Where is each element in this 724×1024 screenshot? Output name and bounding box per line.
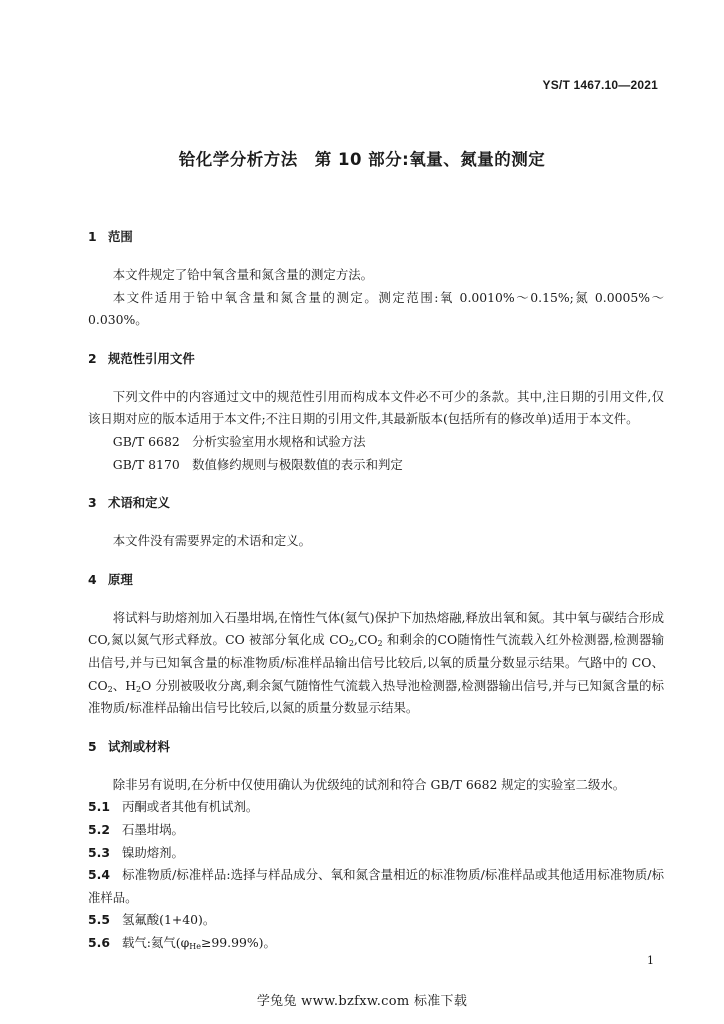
reagent-item xyxy=(88,819,664,842)
section-principle xyxy=(88,569,664,720)
section-number: 2 xyxy=(88,350,97,366)
text-run: 和剩余的CO随惰性气流载入红外检测器,检测器输出信号,并与已知氧含量的标准物质/标准样品输出信号比较后,以氧的质量分数显示结果。气路中的 CO、 xyxy=(88,632,664,670)
item-number: 5.2 xyxy=(88,821,110,837)
section-heading xyxy=(88,569,664,591)
section-title: 术语和定义 xyxy=(108,495,170,511)
footer-watermark: 学兔兔 www.bzfxw.com 标准下载 xyxy=(256,994,468,1009)
subscript: He xyxy=(189,941,201,951)
phi-symbol: φ xyxy=(180,934,190,950)
reagent-item xyxy=(88,842,664,865)
text-run: 将试料与助熔剂加入石墨坩埚,在惰性气体(氦气)保护下加热熔融,释放出氧和氮。其中氧与碳结合形成CO,氮以氮气形式释放。CO 被部分氧化成 xyxy=(88,609,664,648)
section-heading xyxy=(88,736,664,758)
reagent-item xyxy=(88,796,664,819)
paragraph: 本文件没有需要界定的术语和定义。 xyxy=(112,533,312,549)
section-heading xyxy=(88,492,664,514)
item-text: 镍助熔剂。 xyxy=(122,844,184,860)
reagent-item xyxy=(88,909,664,932)
item-text: 载气:氦气( xyxy=(122,934,181,950)
reagent-item xyxy=(88,864,664,909)
item-number: 5.5 xyxy=(88,912,110,928)
section-number: 3 xyxy=(88,495,97,511)
section-title: 试剂或材料 xyxy=(108,738,170,754)
item-text: 石墨坩埚。 xyxy=(122,821,184,837)
paragraph: 本文件适用于铪中氧含量和氮含量的测定。测定范围:氧 0.0010%～0.15%;氮 0.0005%～0.030%。 xyxy=(88,289,664,328)
page-number: 1 xyxy=(647,954,654,967)
subscript: 2 xyxy=(136,684,142,694)
document-body xyxy=(88,226,664,970)
reagent-item xyxy=(88,932,664,955)
subscript: 2 xyxy=(348,639,354,649)
formula-co2 xyxy=(358,632,383,647)
formula-co2 xyxy=(329,632,354,647)
item-number: 5.6 xyxy=(88,934,110,950)
item-text: 氢氟酸(1+40)。 xyxy=(122,912,216,928)
section-number: 4 xyxy=(88,571,97,587)
paragraph: 除非另有说明,在分析中仅使用确认为优级纯的试剂和符合 GB/T 6682 规定的实验室二级水。 xyxy=(112,776,626,792)
paragraph xyxy=(88,607,664,720)
document-title: 铪化学分析方法 第 10 部分:氧量、氮量的测定 xyxy=(178,150,546,169)
section-normative-references xyxy=(88,348,664,476)
reference-item: GB/T 8170 数值修约规则与极限数值的表示和判定 xyxy=(112,456,403,472)
item-number: 5.1 xyxy=(88,799,110,815)
section-scope xyxy=(88,226,664,332)
section-number: 5 xyxy=(88,738,97,754)
text-run: CO xyxy=(357,632,378,648)
text-run: CO xyxy=(329,632,349,648)
section-heading xyxy=(88,226,664,248)
subscript: 2 xyxy=(377,639,383,649)
paragraph: 本文件规定了铪中氧含量和氮含量的测定方法。 xyxy=(112,267,373,282)
item-text: ≥99.99%)。 xyxy=(200,934,276,950)
item-text: 标准物质/标准样品:选择与样品成分、氧和氮含量相近的标准物质/标准样品或其他适用标准物质/标准样品。 xyxy=(88,867,664,905)
text-run: 分别被吸收分离,剩余氮气随惰性气流载入热导池检测器,检测器输出信号,并与已知氮含量的标准物质/标准样品输出信号比较后,以氮的质量分数显示结果。 xyxy=(88,677,664,716)
item-number: 5.4 xyxy=(88,867,110,883)
formula-co2 xyxy=(88,678,113,693)
section-title: 规范性引用文件 xyxy=(108,350,195,366)
item-text: 丙酮或者其他有机试剂。 xyxy=(122,799,259,815)
text-run: CO xyxy=(88,677,108,693)
text-run: , xyxy=(353,632,358,648)
subscript: 2 xyxy=(107,684,113,694)
formula-h2o xyxy=(125,678,151,693)
section-number: 1 xyxy=(88,229,97,244)
section-title: 范围 xyxy=(108,229,133,244)
standard-code: YS/T 1467.10—2021 xyxy=(542,78,658,92)
section-heading xyxy=(88,348,664,370)
section-title: 原理 xyxy=(108,571,133,587)
section-terms xyxy=(88,492,664,553)
section-reagents xyxy=(88,736,664,955)
reference-item: GB/T 6682 分析实验室用水规格和试验方法 xyxy=(112,433,366,449)
text-run: H xyxy=(125,677,136,693)
item-number: 5.3 xyxy=(88,844,110,860)
paragraph: 下列文件中的内容通过文中的规范性引用而构成本文件必不可少的条款。其中,注日期的引用文件,仅该日期对应的版本适用于本文件;不注日期的引用文件,其最新版本(包括所有的修改单)适用于本文件。 xyxy=(88,388,664,427)
text-run: 、 xyxy=(112,677,126,693)
text-run: O xyxy=(141,677,152,693)
